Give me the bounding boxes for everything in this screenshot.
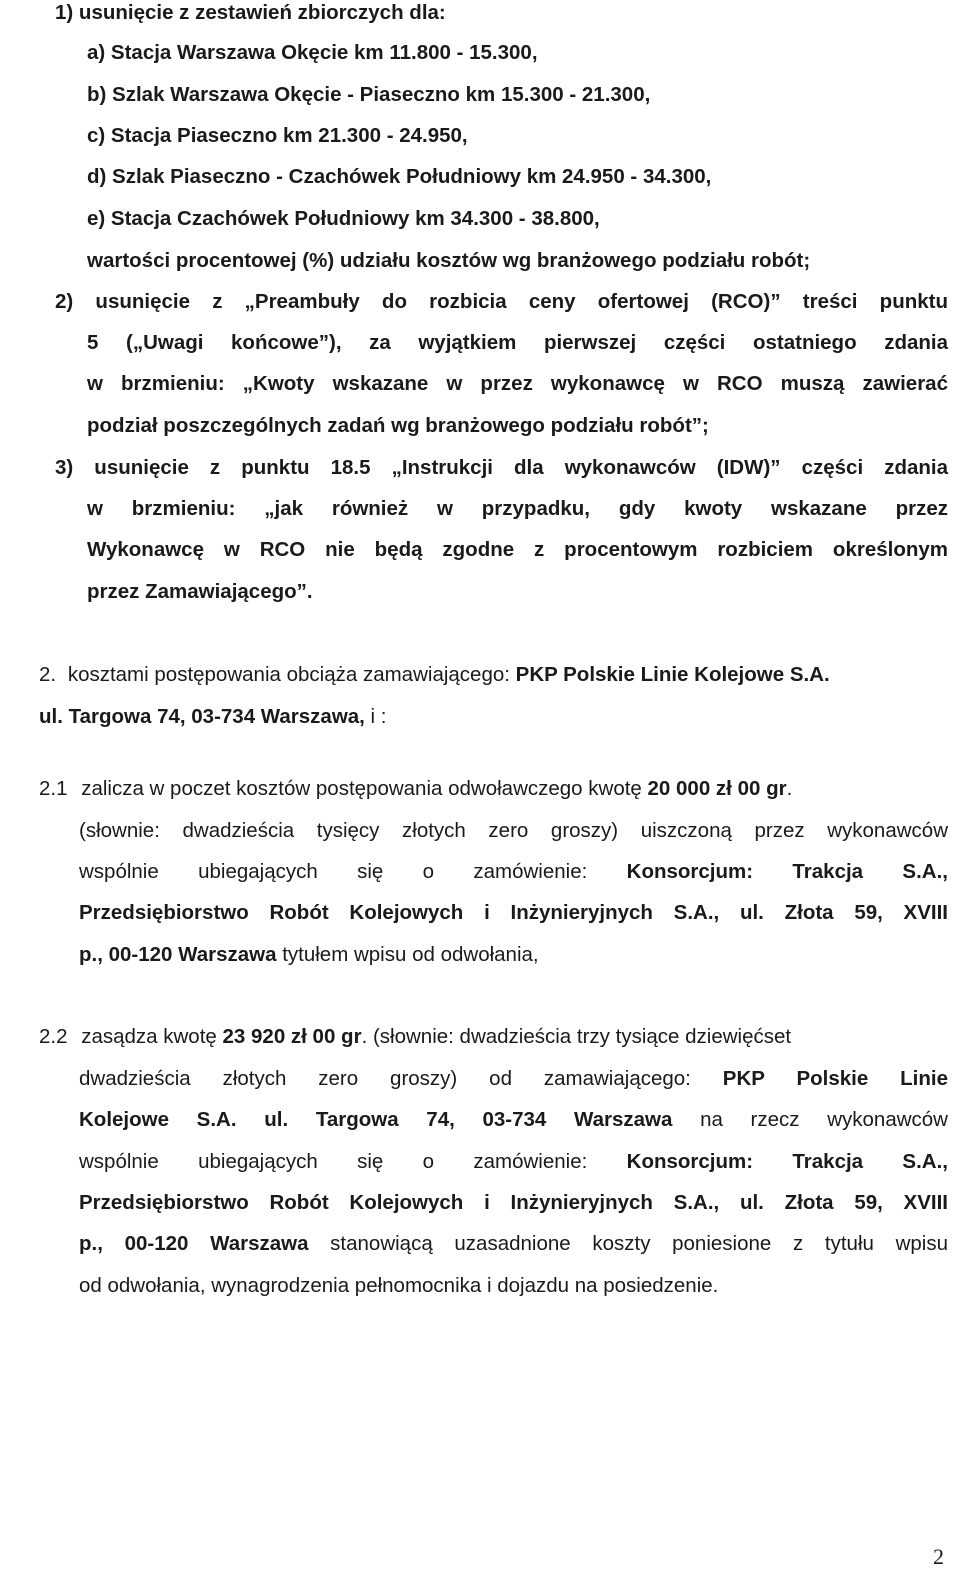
section21-number: 2.1 <box>39 777 68 800</box>
item2-line1: 2) usunięcie z „Preambuły do rozbicia ceny ofertowej (RCO)” treści punktu <box>55 290 948 313</box>
party-name-2: PKP Polskie Linie <box>722 1067 948 1090</box>
list-item-d: d) Szlak Piaseczno - Czachówek Południowy km 24.950 - 34.300, <box>87 165 712 188</box>
section22-text6: stanowiącą uzasadnione koszty poniesione z tytułu wpisu <box>308 1232 948 1255</box>
party-address: ul. Targowa 74, 03-734 Warszawa, <box>39 705 365 728</box>
consortium-name-2: Konsorcjum: Trakcja S.A., <box>626 1150 948 1173</box>
amount-23920: 23 920 zł 00 gr <box>222 1025 362 1048</box>
section21-line2: (słownie: dwadzieścia tysięcy złotych zero groszy) uiszczoną przez wykonawców <box>79 819 948 842</box>
section21-text3: wspólnie ubiegających się o zamówienie: <box>79 860 627 883</box>
section21-tail: tytułem wpisu od odwołania, <box>276 943 539 966</box>
section21-line4: Przedsiębiorstwo Robót Kolejowych i Inżynieryjnych S.A., ul. Złota 59, XVIII <box>79 901 948 924</box>
consortium-name: Konsorcjum: Trakcja S.A., <box>626 860 948 883</box>
list-item-c: c) Stacja Piaseczno km 21.300 - 24.950, <box>87 124 468 147</box>
consortium-city: p., 00-120 Warszawa <box>79 943 277 966</box>
section2-line1 <box>39 663 830 687</box>
section2-tail: i : <box>364 705 387 728</box>
section22-line5: Przedsiębiorstwo Robót Kolejowych i Inżynieryjnych S.A., ul. Złota 59, XVIII <box>79 1191 948 1214</box>
section21-text: zalicza w poczet kosztów postępowania odwoławczego kwotę <box>81 777 648 800</box>
item1-tail: wartości procentowej (%) udziału kosztów wg branżowego podziału robót; <box>87 249 811 272</box>
item2-line2: 5 („Uwagi końcowe”), za wyjątkiem pierwszej części ostatniego zdania <box>87 331 948 354</box>
section22-text: zasądza kwotę <box>81 1025 223 1048</box>
section22-line4 <box>79 1150 948 1174</box>
item3-line3: Wykonawcę w RCO nie będą zgodne z procentowym rozbiciem określonym <box>87 538 948 561</box>
section22-text3: na rzecz wykonawców <box>672 1108 948 1131</box>
item2-line4: podział poszczególnych zadań wg branżowego podziału robót”; <box>87 414 709 437</box>
page-number: 2 <box>933 1544 944 1569</box>
list-item-a: a) Stacja Warszawa Okęcie km 11.800 - 15.300, <box>87 41 538 64</box>
party-address-2: Kolejowe S.A. ul. Targowa 74, 03-734 Warszawa <box>79 1108 673 1131</box>
section22-line2 <box>79 1067 948 1091</box>
section22-text-b: . (słownie: dwadzieścia trzy tysiące dziewięćset <box>361 1025 792 1048</box>
section2-text: kosztami postępowania obciąża zamawiającego: <box>67 663 516 686</box>
section2-line2 <box>39 705 387 729</box>
item3-line4: przez Zamawiającego”. <box>87 580 313 603</box>
consortium-city-2: p., 00-120 Warszawa <box>79 1232 309 1255</box>
section2-number: 2. <box>39 663 57 686</box>
section21-line1 <box>39 777 792 801</box>
item3-line2: w brzmieniu: „jak również w przypadku, gdy kwoty wskazane przez <box>87 497 948 520</box>
list-item-e: e) Stacja Czachówek Południowy km 34.300 - 38.800, <box>87 207 600 230</box>
section21-line3 <box>79 860 948 884</box>
section22-line7: od odwołania, wynagrodzenia pełnomocnika i dojazdu na posiedzenie. <box>79 1274 719 1297</box>
section21-dot: . <box>786 777 793 800</box>
party-name: PKP Polskie Linie Kolejowe S.A. <box>515 663 830 686</box>
section22-line3 <box>79 1108 948 1132</box>
section22-line1 <box>39 1025 791 1049</box>
section22-line6 <box>79 1232 948 1256</box>
item1-title: 1) usunięcie z zestawień zbiorczych dla: <box>55 1 446 24</box>
section21-line5 <box>79 943 539 967</box>
item2-line3: w brzmieniu: „Kwoty wskazane w przez wykonawcę w RCO muszą zawierać <box>87 372 948 395</box>
section22-text2: dwadzieścia złotych zero groszy) od zamawiającego: <box>79 1067 723 1090</box>
section22-text4: wspólnie ubiegających się o zamówienie: <box>79 1150 627 1173</box>
list-item-b: b) Szlak Warszawa Okęcie - Piaseczno km 15.300 - 21.300, <box>87 83 651 106</box>
section22-number: 2.2 <box>39 1025 68 1048</box>
amount-20000: 20 000 zł 00 gr <box>647 777 787 800</box>
item3-line1: 3) usunięcie z punktu 18.5 „Instrukcji dla wykonawców (IDW)” części zdania <box>55 456 948 479</box>
